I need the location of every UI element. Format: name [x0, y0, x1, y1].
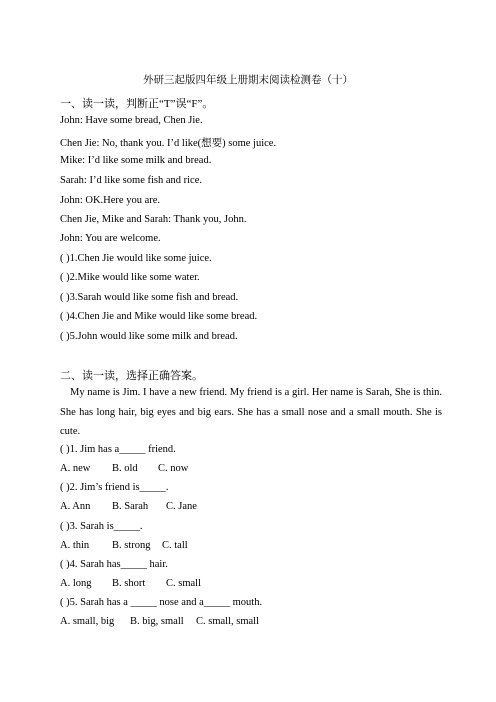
- tf-question: ( )5.John would like some milk and bread.: [60, 331, 238, 342]
- mc-question-options: [60, 540, 188, 551]
- tf-question: ( )2.Mike would like some water.: [60, 272, 200, 283]
- tf-question: ( )1.Chen Jie would like some juice.: [60, 253, 212, 264]
- mc-question-options: [60, 578, 201, 589]
- dialogue-line: John: Have some bread, Chen Jie.: [60, 115, 203, 126]
- mc-question-stem: ( )4. Sarah has_____ hair.: [60, 559, 168, 570]
- dialogue-line: John: You are welcome.: [60, 233, 161, 244]
- option-b: B. short: [112, 578, 146, 589]
- option-b: B. old: [112, 463, 138, 474]
- dialogue-line: Chen Jie: No, thank you. I’d like(想要) some juice.: [60, 138, 277, 149]
- option-a: A. long: [60, 578, 92, 589]
- option-c: C. tall: [162, 540, 188, 551]
- mc-question-stem: ( )2. Jim’s friend is_____.: [60, 482, 169, 493]
- mc-question-stem: ( )5. Sarah has a _____ nose and a_____ mouth.: [60, 597, 263, 608]
- mc-question-stem: ( )1. Jim has a_____ friend.: [60, 444, 176, 455]
- reading-passage: My name is Jim. I have a new friend. My friend is a girl. Her name is Sarah, She is thin. She has long hair, big eyes and big ears. She has a small nose and a small mouth. She is cute.: [60, 387, 442, 437]
- dialogue-line: Sarah: I’d like some fish and rice.: [60, 175, 202, 186]
- dialogue-line: John: OK.Here you are.: [60, 195, 161, 206]
- mc-question-options: [60, 616, 259, 627]
- option-a: A. Ann: [60, 501, 91, 512]
- option-c: C. Jane: [166, 501, 197, 512]
- tf-question: ( )4.Chen Jie and Mike would like some bread.: [60, 311, 258, 322]
- mc-question-options: [60, 463, 188, 474]
- option-c: C. small: [166, 578, 202, 589]
- dialogue-line: Mike: I’d like some milk and bread.: [60, 155, 212, 166]
- option-b: B. Sarah: [112, 501, 149, 512]
- option-c: C. now: [158, 463, 189, 474]
- mc-question-stem: ( )3. Sarah is_____.: [60, 521, 143, 532]
- document-title: 外研三起版四年级上册期末阅读检测卷（十）: [143, 75, 353, 86]
- dialogue-line: Chen Jie, Mike and Sarah: Thank you, John.: [60, 214, 247, 225]
- option-c: C. small, small: [196, 616, 259, 627]
- mc-question-options: [60, 501, 197, 512]
- option-a: A. thin: [60, 540, 90, 551]
- option-b: B. strong: [112, 540, 151, 551]
- option-b: B. big, small: [130, 616, 184, 627]
- option-a: A. small, big: [60, 616, 115, 627]
- option-a: A. new: [60, 463, 91, 474]
- tf-question: ( )3.Sarah would like some fish and bread.: [60, 292, 239, 303]
- section1-heading: 一、读一读，判断正“T”误“F”。: [60, 98, 214, 110]
- section2-heading: 二、读一读，选择正确答案。: [60, 370, 203, 382]
